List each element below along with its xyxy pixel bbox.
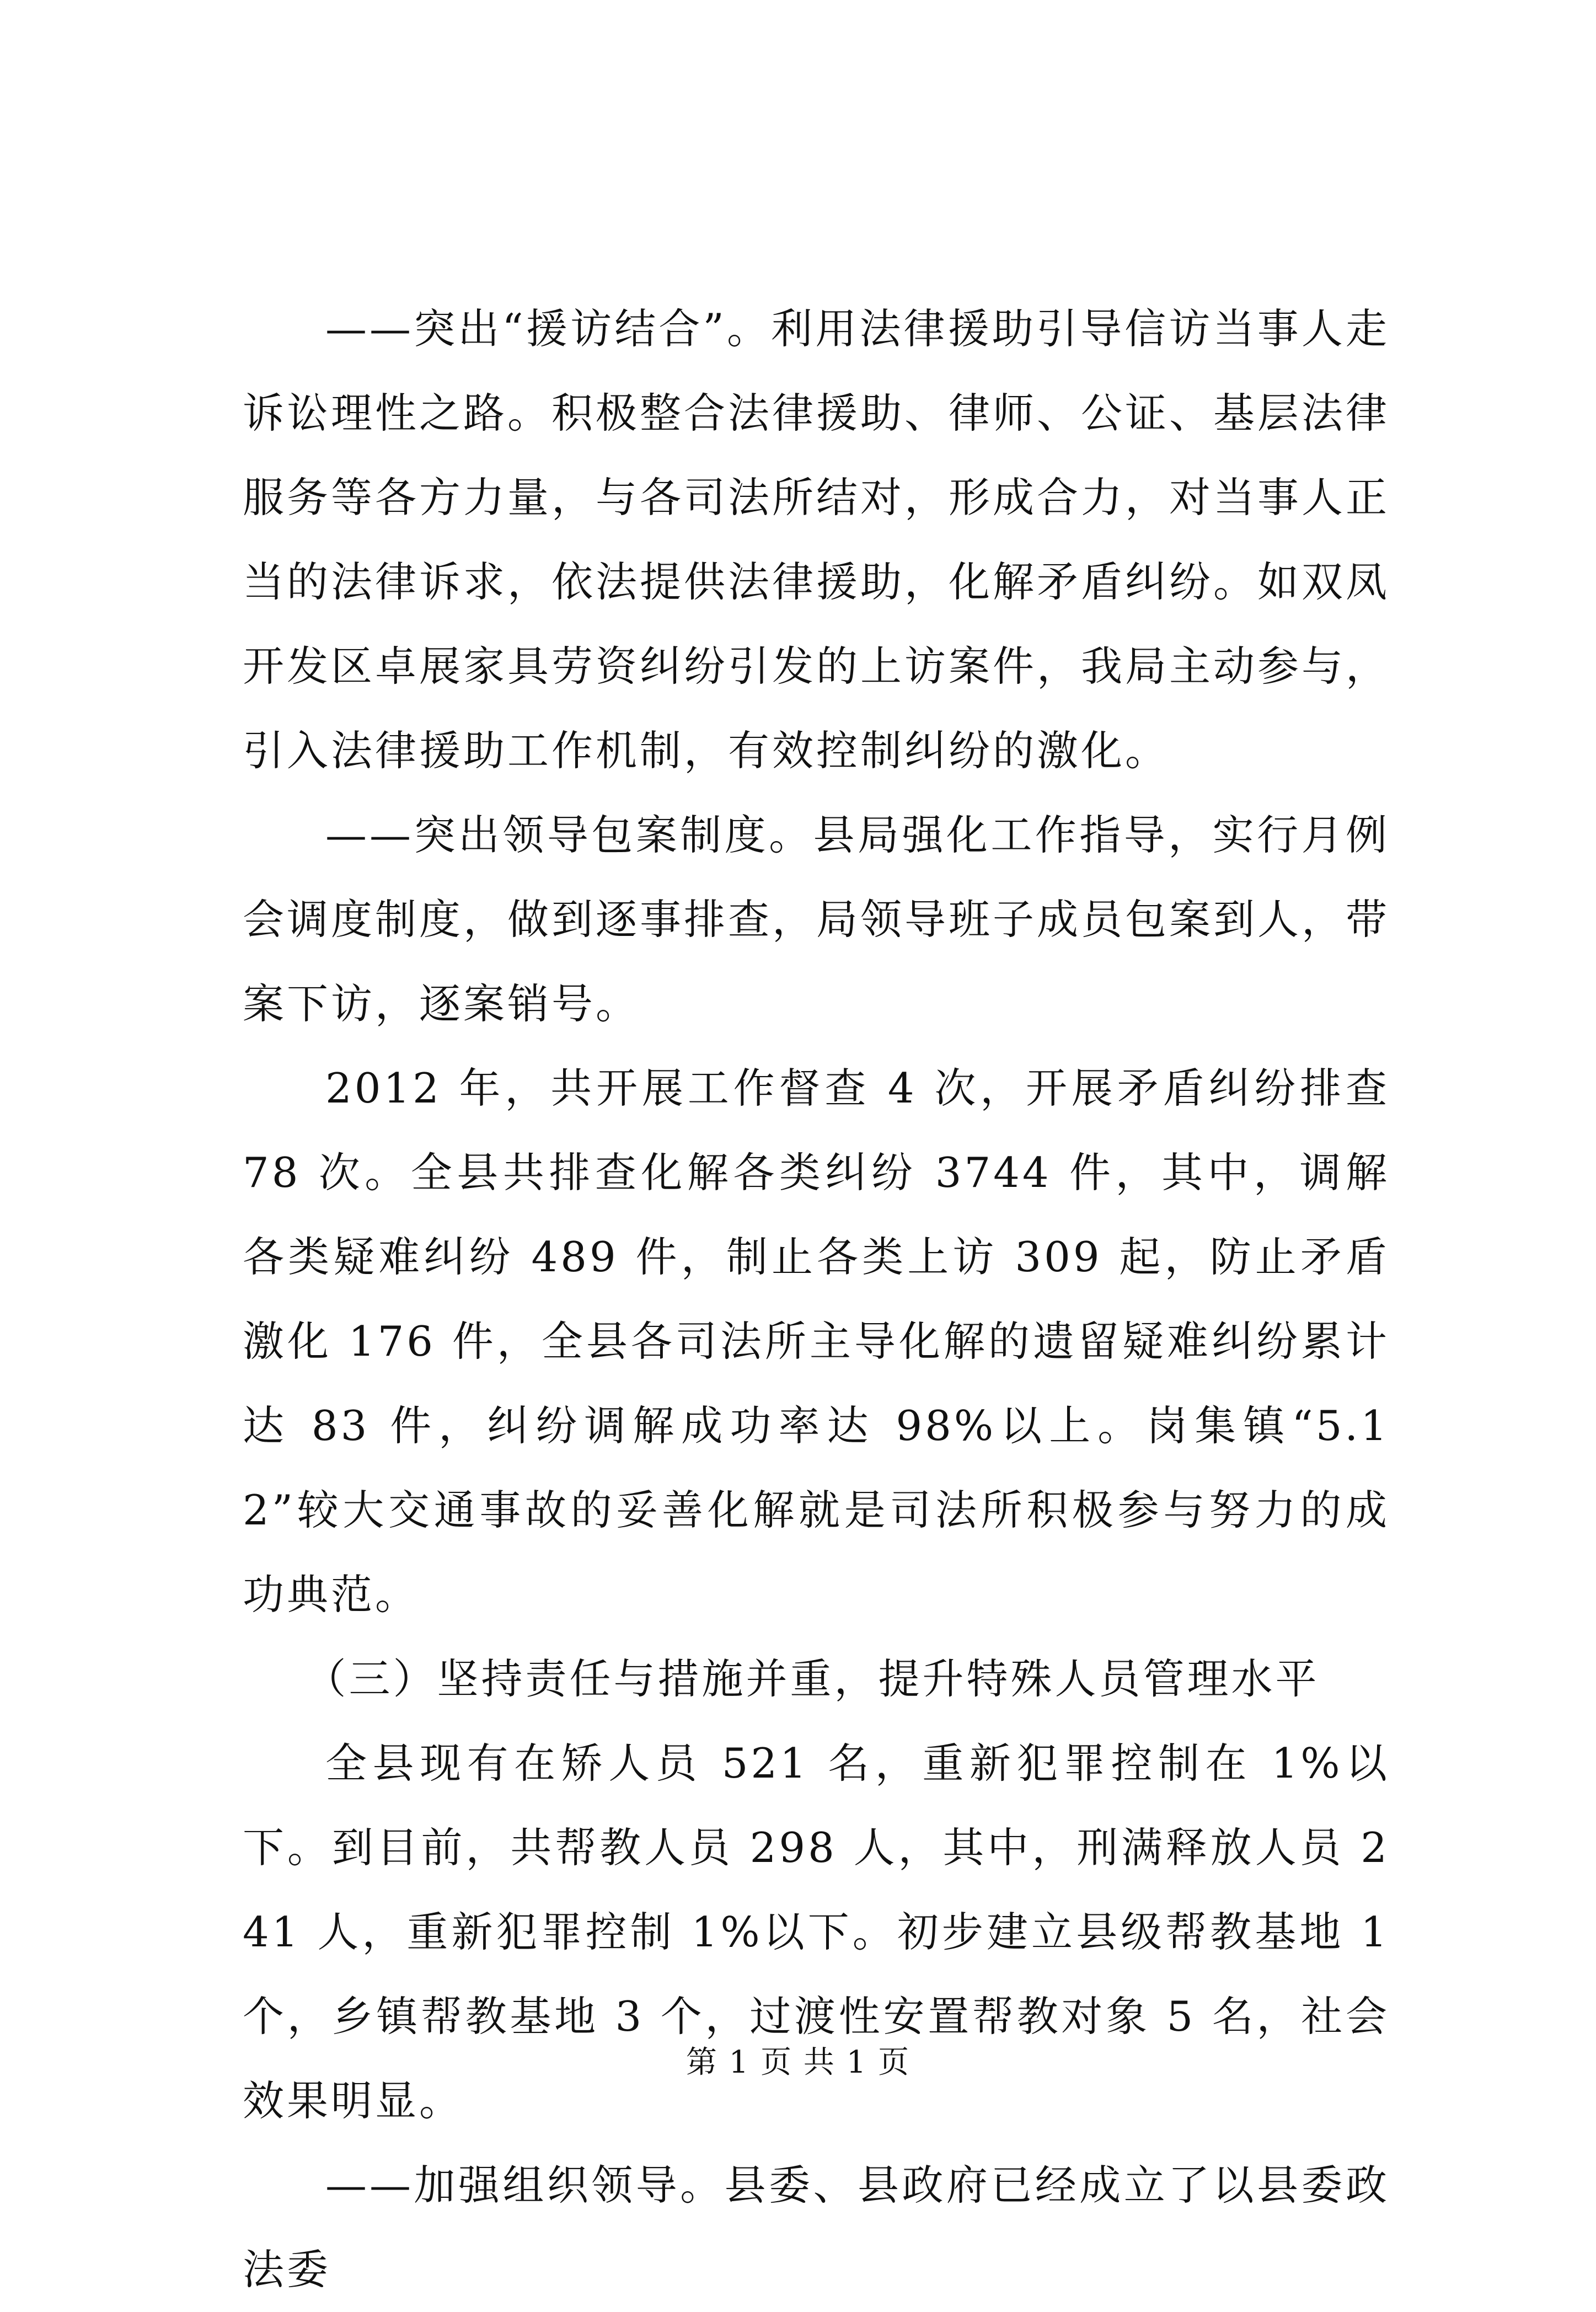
paragraph-organization-leadership: ——加强组织领导。县委、县政府已经成立了以县委政法委 <box>243 2161 1390 2294</box>
paragraph-correction-personnel: 全县现有在矫人员 521 名，重新犯罪控制在 1%以下。到目前，共帮教人员 298 人，其中，刑满释放人员 241 人，重新犯罪控制 1%以下。初步建立县级帮教基地 1 个，乡镇帮教基地 3 个，过渡性安置帮教对象 5 名，社会效果明显。 <box>243 1739 1390 2125</box>
section-heading-special-personnel: （三）坚持责任与措施并重，提升特殊人员管理水平 <box>304 1655 1320 1703</box>
page-footer: 第 1 页 共 1 页 <box>685 2045 911 2080</box>
paragraph-2012-statistics: 2012 年，共开展工作督查 4 次，开展矛盾纠纷排查 78 次。全县共排查化解各类纠纷 3744 件，其中，调解各类疑难纠纷 489 件，制止各类上访 309 起，防止矛盾激化 176 件，全县各司法所主导化解的遗留疑难纠纷累计达 83 件，纠纷调解成功率达 98%以上。岗集镇“5.12”较大交通事故的妥善化解就是司法所积极参与努力的成功典范。 <box>243 1064 1390 1619</box>
document-body <box>243 287 1390 2312</box>
paragraph-leader-case-system: ——突出领导包案制度。县局强化工作指导，实行月例会调度制度，做到逐事排查，局领导班子成员包案到人，带案下访，逐案销号。 <box>243 811 1390 1028</box>
paragraph-aid-petition: ——突出“援访结合”。利用法律援助引导信访当事人走诉讼理性之路。积极整合法律援助、律师、公证、基层法律服务等各方力量，与各司法所结对，形成合力，对当事人正当的法律诉求，依法提供法律援助，化解矛盾纠纷。如双凤开发区卓展家具劳资纠纷引发的上访案件，我局主动参与，引入法律援助工作机制，有效控制纠纷的激化。 <box>243 304 1390 775</box>
